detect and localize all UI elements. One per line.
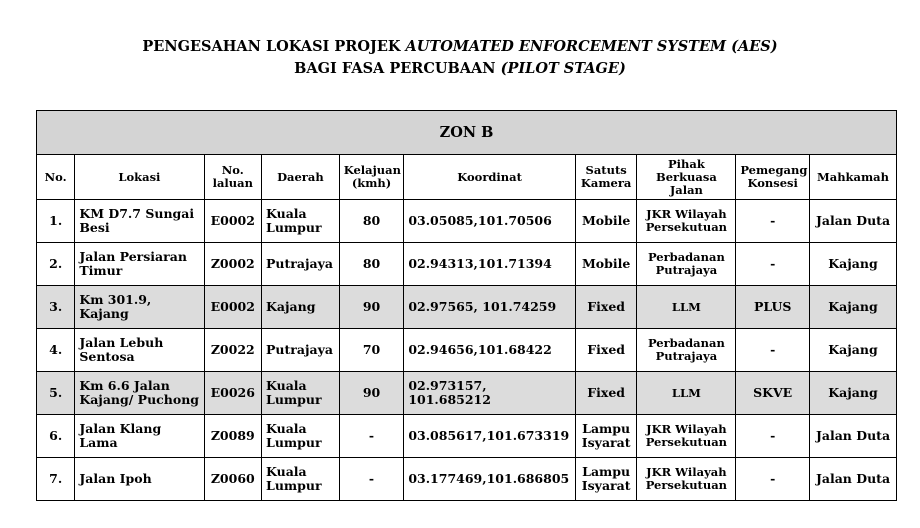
col-pemegang-konsesi: Pemegang Konsesi	[736, 155, 810, 200]
cell-lokasi	[75, 200, 204, 243]
cell-daerah	[262, 415, 340, 458]
cell-lokasi-text: Jalan Ipoh	[79, 471, 152, 486]
cell-daerah-text: Putrajaya	[266, 342, 333, 357]
cell-mahkamah	[810, 286, 897, 329]
table-row	[37, 415, 897, 458]
cell-no-text: 2.	[49, 256, 63, 271]
cell-pihak	[637, 372, 736, 415]
cell-kamera-text: Isyarat	[581, 478, 631, 493]
cell-kamera-text: Fixed	[587, 342, 626, 357]
cell-lokasi	[75, 458, 204, 501]
cell-mahkamah	[810, 200, 897, 243]
cell-no-text: 4.	[49, 342, 63, 357]
cell-no	[37, 329, 75, 372]
table-row	[37, 458, 897, 501]
cell-lokasi-text: Jalan Lebuh	[79, 335, 164, 350]
cell-lokasi-text: Lama	[79, 435, 118, 450]
cell-kelajuan-text: -	[368, 428, 375, 443]
cell-lokasi-text: Sentosa	[79, 349, 135, 364]
cell-pihak-text: LLM	[671, 299, 701, 314]
cell-kamera	[575, 329, 637, 372]
cell-mahkamah-text: Jalan Duta	[815, 213, 891, 228]
cell-kelajuan	[339, 243, 404, 286]
cell-kamera-text: Fixed	[587, 299, 626, 314]
cell-kamera	[575, 243, 637, 286]
cell-pihak-text: Persekutuan	[645, 220, 728, 234]
cell-konsesi	[736, 458, 810, 501]
cell-laluan-text: Z0002	[210, 256, 255, 271]
cell-koordinat	[404, 458, 576, 501]
cell-kamera-text: Lampu	[582, 421, 631, 436]
cell-mahkamah	[810, 415, 897, 458]
cell-daerah-text: Kuala	[266, 206, 307, 221]
cell-lokasi-text: Jalan Klang	[79, 421, 162, 436]
cell-pihak-text: JKR Wilayah	[646, 465, 727, 479]
table-row	[37, 243, 897, 286]
cell-mahkamah-text: Jalan Duta	[815, 428, 891, 443]
cell-mahkamah-text: Kajang	[828, 256, 878, 271]
cell-pihak-text: Perbadanan	[647, 250, 725, 264]
col-pihak-berkuasa: Pihak Berkuasa Jalan	[637, 155, 736, 200]
cell-pihak	[637, 415, 736, 458]
cell-daerah	[262, 329, 340, 372]
cell-no	[37, 415, 75, 458]
col-no: No.	[37, 155, 75, 200]
cell-laluan	[204, 243, 262, 286]
col-mahkamah: Mahkamah	[810, 155, 897, 200]
cell-kamera-text: Lampu	[582, 464, 631, 479]
title-line-1: PENGESAHAN LOKASI PROJEK AUTOMATED ENFORCEMENT SYSTEM (AES)	[142, 38, 778, 55]
cell-kamera	[575, 286, 637, 329]
cell-lokasi	[75, 372, 204, 415]
cell-daerah-text: Kuala	[266, 378, 307, 393]
cell-konsesi-text: -	[770, 213, 776, 228]
cell-koordinat	[404, 286, 576, 329]
cell-koordinat-text: 02.973157, 101.685212	[408, 378, 491, 407]
cell-pihak-text: Persekutuan	[645, 435, 728, 449]
cell-daerah-text: Putrajaya	[266, 256, 333, 271]
cell-mahkamah-text: Kajang	[828, 385, 878, 400]
cell-pihak	[637, 286, 736, 329]
cell-laluan-text: Z0022	[210, 342, 255, 357]
cell-koordinat-text: 02.94656,101.68422	[408, 342, 552, 357]
cell-konsesi	[736, 243, 810, 286]
table-row	[37, 329, 897, 372]
cell-mahkamah-text: Kajang	[828, 342, 878, 357]
cell-laluan	[204, 458, 262, 501]
cell-koordinat	[404, 329, 576, 372]
cell-pihak-text: Perbadanan	[647, 336, 725, 350]
column-headers	[37, 155, 897, 200]
cell-no-text: 3.	[49, 299, 63, 314]
cell-kelajuan-text: 90	[362, 299, 381, 314]
cell-lokasi-text: Kajang	[79, 306, 129, 321]
title-line-2: BAGI FASA PERCUBAAN (PILOT STAGE)	[294, 60, 626, 77]
cell-kelajuan	[339, 200, 404, 243]
cell-laluan-text: E0026	[210, 385, 255, 400]
cell-konsesi-text: SKVE	[753, 385, 793, 400]
col-no-laluan: No. laluan	[204, 155, 262, 200]
cell-daerah-text: Lumpur	[266, 435, 322, 450]
cell-daerah	[262, 200, 340, 243]
cell-kamera-text: Mobile	[581, 213, 631, 228]
cell-kamera-text: Fixed	[587, 385, 626, 400]
cell-pihak-text: JKR Wilayah	[646, 422, 727, 436]
locations-table	[36, 110, 897, 501]
cell-laluan	[204, 286, 262, 329]
cell-kelajuan	[339, 329, 404, 372]
cell-lokasi	[75, 415, 204, 458]
cell-laluan-text: E0002	[210, 213, 255, 228]
cell-laluan	[204, 372, 262, 415]
col-daerah: Daerah	[262, 155, 340, 200]
cell-konsesi	[736, 286, 810, 329]
cell-no-text: 5.	[49, 385, 63, 400]
cell-lokasi-text: Jalan Persiaran	[79, 249, 187, 264]
cell-koordinat	[404, 372, 576, 415]
table-row	[37, 286, 897, 329]
cell-no-text: 7.	[49, 471, 63, 486]
zone-header: ZON B	[37, 111, 897, 155]
cell-daerah-text: Kuala	[266, 421, 307, 436]
cell-no	[37, 243, 75, 286]
cell-konsesi	[736, 329, 810, 372]
cell-lokasi	[75, 243, 204, 286]
cell-konsesi-text: -	[770, 471, 776, 486]
cell-pihak	[637, 329, 736, 372]
col-koordinat: Koordinat	[404, 155, 576, 200]
cell-konsesi-text: -	[770, 428, 776, 443]
cell-pihak-text: JKR Wilayah	[646, 207, 727, 221]
cell-laluan-text: Z0060	[210, 471, 255, 486]
col-lokasi: Lokasi	[75, 155, 204, 200]
cell-kelajuan-text: 70	[362, 342, 381, 357]
cell-kelajuan	[339, 458, 404, 501]
cell-laluan	[204, 329, 262, 372]
cell-kelajuan-text: 90	[362, 385, 381, 400]
cell-kamera	[575, 458, 637, 501]
cell-laluan-text: Z0089	[210, 428, 255, 443]
cell-no	[37, 458, 75, 501]
cell-no	[37, 372, 75, 415]
cell-koordinat	[404, 200, 576, 243]
cell-lokasi-text: Km 301.9,	[79, 292, 152, 307]
cell-pihak-text: Putrajaya	[655, 263, 718, 277]
cell-kelajuan	[339, 372, 404, 415]
cell-daerah-text: Kuala	[266, 464, 307, 479]
cell-mahkamah	[810, 458, 897, 501]
cell-konsesi-text: -	[770, 342, 776, 357]
cell-lokasi	[75, 286, 204, 329]
cell-konsesi	[736, 200, 810, 243]
cell-konsesi	[736, 415, 810, 458]
cell-koordinat-text: 02.97565, 101.74259	[408, 299, 557, 314]
cell-pihak	[637, 200, 736, 243]
cell-laluan	[204, 415, 262, 458]
cell-no-text: 1.	[49, 213, 63, 228]
cell-mahkamah	[810, 372, 897, 415]
cell-daerah	[262, 243, 340, 286]
cell-mahkamah	[810, 243, 897, 286]
cell-laluan	[204, 200, 262, 243]
cell-kamera	[575, 415, 637, 458]
cell-daerah-text: Lumpur	[266, 392, 322, 407]
cell-lokasi-text: Km 6.6 Jalan	[79, 378, 170, 393]
cell-konsesi-text: PLUS	[753, 299, 792, 314]
cell-pihak	[637, 458, 736, 501]
cell-koordinat	[404, 243, 576, 286]
cell-koordinat-text: 03.085617,101.673319	[408, 428, 570, 443]
cell-no	[37, 286, 75, 329]
cell-koordinat-text: 02.94313,101.71394	[408, 256, 552, 271]
cell-konsesi	[736, 372, 810, 415]
document-title	[0, 36, 920, 80]
col-satuts-kamera: Satuts Kamera	[575, 155, 637, 200]
cell-kelajuan-text: 80	[362, 213, 381, 228]
table-row	[37, 372, 897, 415]
cell-lokasi-text: Timur	[79, 263, 123, 278]
cell-no	[37, 200, 75, 243]
cell-pihak-text: LLM	[671, 385, 701, 400]
cell-pihak	[637, 243, 736, 286]
cell-kelajuan-text: 80	[362, 256, 381, 271]
cell-koordinat-text: 03.05085,101.70506	[408, 213, 552, 228]
cell-koordinat-text: 03.177469,101.686805	[408, 471, 570, 486]
cell-lokasi-text: Besi	[79, 220, 110, 235]
cell-laluan-text: E0002	[210, 299, 255, 314]
cell-no-text: 6.	[49, 428, 63, 443]
cell-lokasi	[75, 329, 204, 372]
cell-mahkamah-text: Kajang	[828, 299, 878, 314]
cell-daerah	[262, 372, 340, 415]
cell-lokasi-text: KM D7.7 Sungai	[79, 206, 195, 221]
cell-kelajuan	[339, 286, 404, 329]
cell-daerah	[262, 458, 340, 501]
cell-daerah-text: Lumpur	[266, 220, 322, 235]
cell-kamera	[575, 200, 637, 243]
cell-kamera-text: Isyarat	[581, 435, 631, 450]
cell-pihak-text: Putrajaya	[655, 349, 718, 363]
cell-kamera	[575, 372, 637, 415]
cell-mahkamah-text: Jalan Duta	[815, 471, 891, 486]
table-row	[37, 200, 897, 243]
col-kelajuan: Kelajuan (kmh)	[339, 155, 404, 200]
cell-lokasi-text: Kajang/ Puchong	[79, 392, 200, 407]
cell-daerah	[262, 286, 340, 329]
cell-mahkamah	[810, 329, 897, 372]
cell-pihak-text: Persekutuan	[645, 478, 728, 492]
cell-kelajuan	[339, 415, 404, 458]
cell-konsesi-text: -	[770, 256, 776, 271]
cell-kamera-text: Mobile	[581, 256, 631, 271]
cell-kelajuan-text: -	[368, 471, 375, 486]
cell-koordinat	[404, 415, 576, 458]
cell-daerah-text: Kajang	[266, 299, 316, 314]
cell-daerah-text: Lumpur	[266, 478, 322, 493]
